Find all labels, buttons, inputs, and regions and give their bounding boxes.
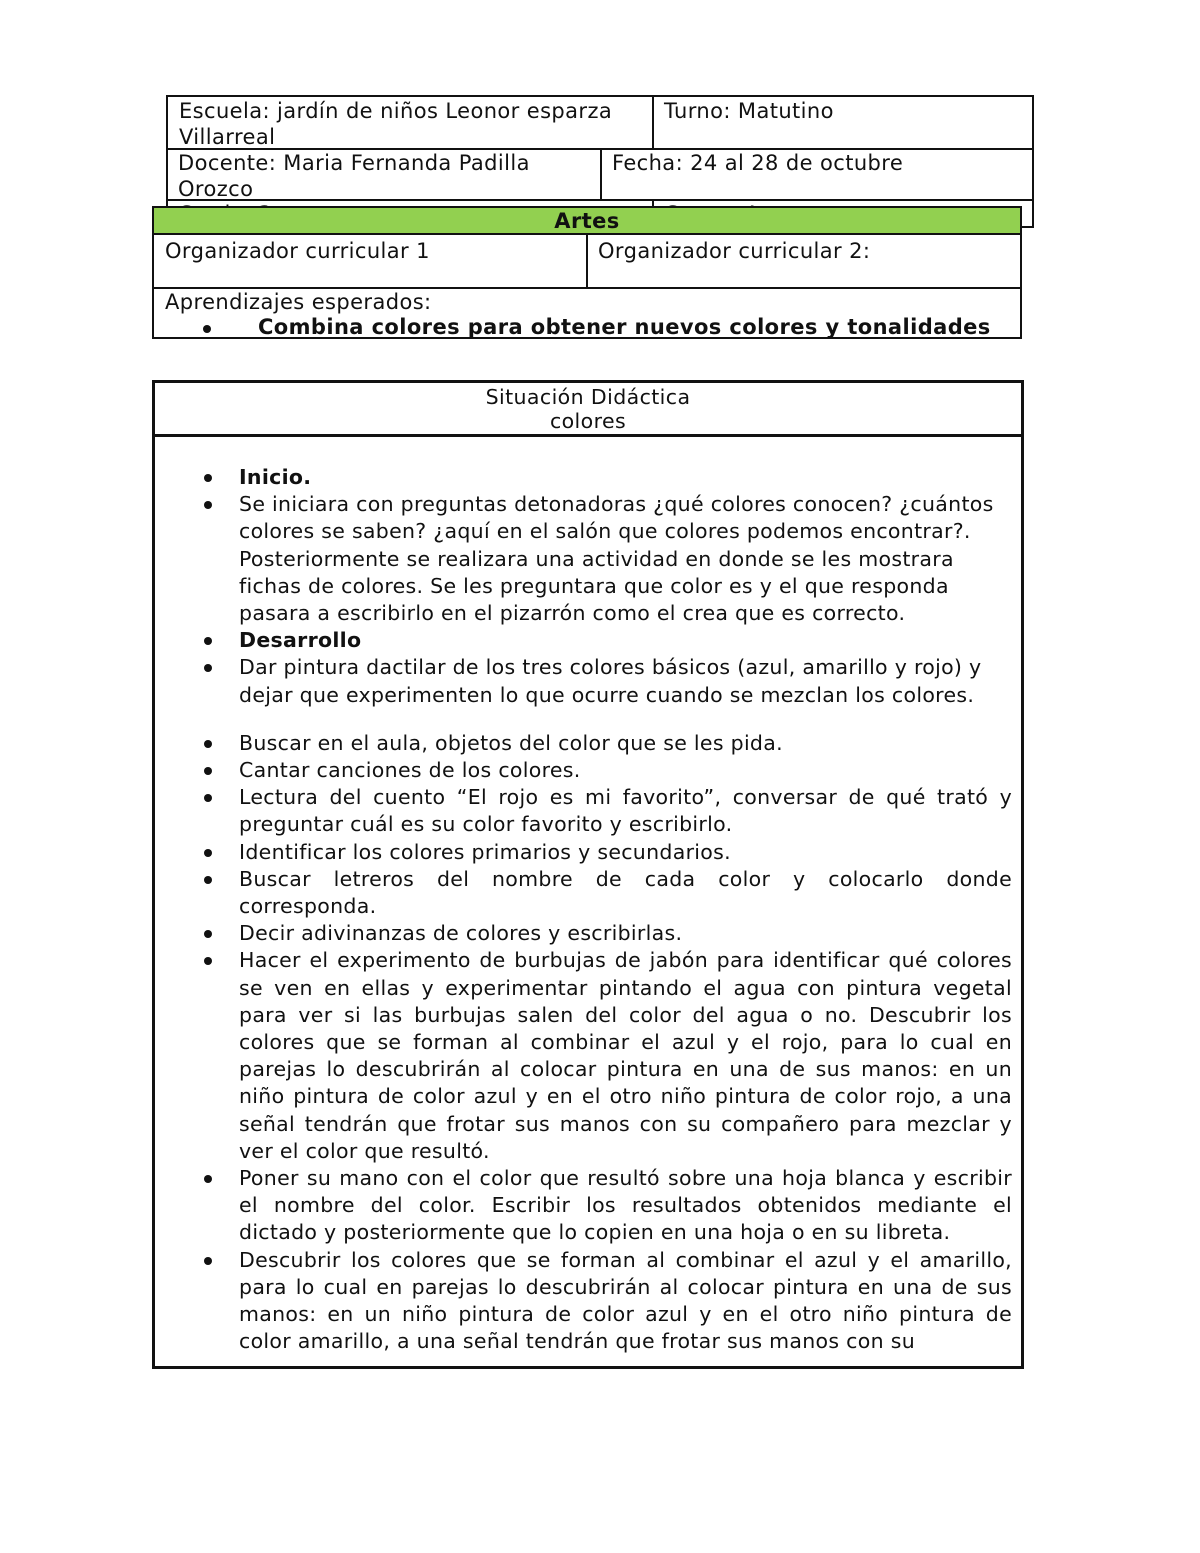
activity-list xyxy=(155,464,1012,1356)
situacion-body xyxy=(155,464,1012,1364)
list-item: Hacer el experimento de burbujas de jabón para identificar qué colores se ven en ellas y experimentar pintando el agua con pintura vegetal para ver si las burbujas salen del color del agua o no. Descubrir los colores que se forman al combinar el azul y el rojo, para lo cual en parejas lo descubrirán al colocar pintura en una de sus manos: en un niño pintura de color azul y en el otro niño pintura de color rojo, a una señal tendrán que frotar sus manos con su compañero para mezclar y ver el color que resultó. xyxy=(155,947,1012,1165)
docente-cell: Docente: Maria Fernanda Padilla Orozco xyxy=(178,151,530,201)
list-item: Cantar canciones de los colores. xyxy=(155,757,1012,784)
list-item: Se iniciara con preguntas detonadoras ¿qué colores conocen? ¿cuántos colores se saben? ¿aquí en el salón que colores podemos encontrar?. Posteriormente se realizara una actividad en donde se les mostrara fichas de colores. Se les preguntara que color es y el que responda pasara a escribirlo en el pizarrón como el crea que es correcto. xyxy=(155,491,1012,627)
list-item: Buscar en el aula, objetos del color que se les pida. xyxy=(155,730,1012,757)
list-item: Lectura del cuento “El rojo es mi favorito”, conversar de qué trató y preguntar cuál es su color favorito y escribirlo. xyxy=(155,784,1012,838)
turno-cell: Turno: Matutino xyxy=(664,99,834,123)
situacion-title: Situación Didáctica xyxy=(485,385,691,409)
col-divider xyxy=(600,148,602,199)
fecha-cell: Fecha: 24 al 28 de octubre xyxy=(612,151,904,175)
situacion-header xyxy=(155,383,1021,437)
artes-header xyxy=(154,208,1020,235)
list-item: Buscar letreros del nombre de cada color y colocarlo donde corresponda. xyxy=(155,866,1012,920)
list-item: Inicio. xyxy=(155,464,1012,491)
campo-formativo-table xyxy=(152,206,1022,339)
list-item: Desarrollo xyxy=(155,627,1012,654)
list-item: Decir adivinanzas de colores y escribirlas. xyxy=(155,920,1012,947)
col-divider xyxy=(586,235,588,287)
situacion-didactica-table xyxy=(152,380,1024,1369)
bullet-icon xyxy=(203,325,211,333)
situacion-subtitle: colores xyxy=(549,409,627,433)
col-divider xyxy=(652,97,654,148)
list-item: Dar pintura dactilar de los tres colores básicos (azul, amarillo y rojo) y dejar que experimenten lo que ocurre cuando se mezclan los colores. xyxy=(155,654,1012,708)
artes-title: Artes xyxy=(554,209,620,233)
list-item: Identificar los colores primarios y secundarios. xyxy=(155,839,1012,866)
list-item: Descubrir los colores que se forman al combinar el azul y el amarillo, para lo cual en parejas lo descubrirán al colocar pintura en una de sus manos: en un niño pintura de color azul y en el otro niño pintura de color amarillo, a una señal tendrán que frotar sus manos con su xyxy=(155,1247,1012,1356)
aprendizaje-item: Combina colores para obtener nuevos colores y tonalidades xyxy=(258,315,991,339)
list-item: Poner su mano con el color que resultó sobre una hoja blanca y escribir el nombre del color. Escribir los resultados obtenidos mediante el dictado y posteriormente que lo copien en una hoja o en su libreta. xyxy=(155,1165,1012,1247)
aprendizajes-label: Aprendizajes esperados: xyxy=(165,290,432,314)
organizador-curricular-2: Organizador curricular 2: xyxy=(598,239,871,263)
organizador-curricular-1: Organizador curricular 1 xyxy=(165,239,430,263)
escuela-cell: Escuela: jardín de niños Leonor esparza Villarreal xyxy=(179,99,613,149)
